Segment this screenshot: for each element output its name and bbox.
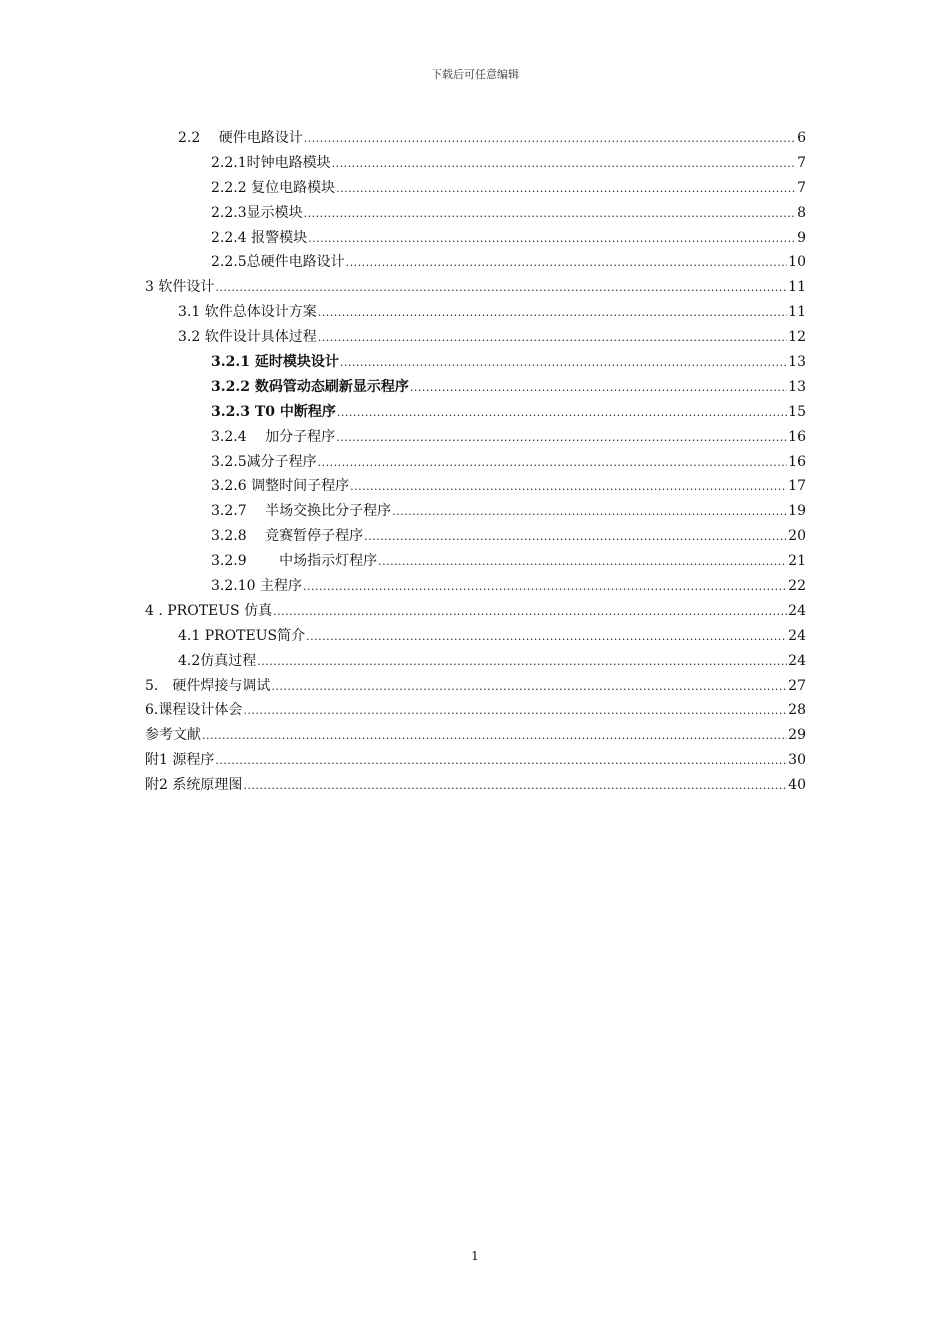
toc-entry[interactable] — [145, 226, 806, 251]
toc-entry-label: 3.2.7 半场交换比分子程序 — [211, 503, 392, 520]
toc-dot-leader — [215, 276, 787, 301]
table-of-contents — [145, 126, 806, 798]
toc-dot-leader — [318, 451, 788, 476]
toc-entry-page: 6 — [797, 130, 806, 146]
toc-entry-label: 3.2.5减分子程序 — [211, 453, 317, 470]
toc-dot-leader — [303, 575, 787, 600]
page-header: 下载后可任意编辑 — [431, 68, 519, 81]
toc-entry-label: 3 软件设计 — [145, 279, 215, 296]
toc-entry-page: 8 — [797, 204, 806, 221]
toc-entry[interactable] — [145, 723, 806, 748]
toc-entry-page: 24 — [788, 602, 806, 619]
toc-entry-page: 16 — [788, 428, 806, 445]
toc-dot-leader — [273, 600, 787, 625]
toc-entry-page: 20 — [788, 528, 806, 545]
toc-entry-label: 2.2.1时钟电路模块 — [211, 154, 331, 171]
toc-entry-label: 3.2 软件设计具体过程 — [178, 329, 317, 346]
toc-entry-page: 11 — [788, 279, 806, 296]
toc-dot-leader — [340, 351, 787, 376]
toc-entry[interactable] — [145, 549, 806, 574]
toc-dot-leader — [215, 749, 787, 774]
toc-entry-label: 4 . PROTEUS 仿真 — [145, 602, 273, 619]
toc-entry-label: 3.2.6 调整时间子程序 — [211, 478, 350, 495]
toc-dot-leader — [304, 202, 796, 227]
toc-entry-label: 附1 源程序 — [145, 752, 215, 769]
toc-dot-leader — [410, 376, 787, 401]
toc-entry-label: 2.2.5总硬件电路设计 — [211, 254, 345, 271]
toc-entry[interactable] — [145, 151, 806, 176]
toc-entry-label: 2.2.2 复位电路模块 — [211, 179, 336, 196]
toc-entry-page: 24 — [788, 627, 806, 644]
toc-dot-leader — [336, 426, 787, 451]
toc-dot-leader — [346, 251, 788, 276]
toc-entry-page: 10 — [788, 254, 806, 271]
toc-entry-label: 3.2.4 加分子程序 — [211, 428, 336, 445]
toc-entry-label: 3.1 软件总体设计方案 — [178, 304, 317, 321]
page-number: 1 — [471, 1249, 479, 1263]
toc-entry[interactable] — [145, 350, 806, 375]
toc-entry-label: 3.2.2 数码管动态刷新显示程序 — [211, 378, 409, 395]
toc-entry-page: 30 — [788, 752, 806, 769]
toc-entry-page: 9 — [797, 229, 806, 246]
toc-entry-page: 27 — [788, 677, 806, 694]
toc-entry-label: 2.2 硬件电路设计 — [178, 130, 303, 146]
toc-entry[interactable] — [145, 499, 806, 524]
toc-entry-label: 6.课程设计体会 — [145, 702, 243, 719]
toc-entry[interactable] — [145, 748, 806, 773]
toc-entry-page: 29 — [788, 727, 806, 744]
toc-entry-page: 12 — [788, 329, 806, 346]
toc-dot-leader — [243, 699, 787, 724]
toc-entry[interactable] — [145, 375, 806, 400]
toc-entry[interactable] — [145, 250, 806, 275]
toc-entry-page: 40 — [788, 777, 806, 794]
toc-dot-leader — [257, 650, 787, 675]
toc-dot-leader — [318, 326, 787, 351]
toc-entry[interactable] — [145, 126, 806, 151]
toc-entry[interactable] — [145, 201, 806, 226]
toc-entry-page: 21 — [788, 553, 806, 570]
toc-entry-page: 15 — [788, 403, 806, 420]
toc-entry-label: 4.2仿真过程 — [178, 652, 257, 669]
toc-entry[interactable] — [145, 524, 806, 549]
toc-entry-page: 17 — [788, 478, 806, 495]
toc-entry-page: 24 — [788, 652, 806, 669]
toc-entry-page: 22 — [788, 578, 806, 595]
toc-entry-label: 附2 系统原理图 — [145, 777, 243, 794]
toc-entry[interactable] — [145, 400, 806, 425]
toc-entry[interactable] — [145, 674, 806, 699]
toc-entry-page: 16 — [788, 453, 806, 470]
toc-dot-leader — [364, 525, 787, 550]
toc-dot-leader — [308, 227, 796, 252]
toc-entry-label: 2.2.4 报警模块 — [211, 229, 308, 246]
toc-entry[interactable] — [145, 574, 806, 599]
toc-dot-leader — [336, 177, 796, 202]
toc-entry-page: 11 — [788, 304, 806, 321]
toc-entry-label: 3.2.1 延时模块设计 — [211, 354, 339, 371]
toc-entry-label: 4.1 PROTEUS简介 — [178, 627, 306, 644]
toc-entry[interactable] — [145, 425, 806, 450]
toc-entry-label: 3.2.8 竞赛暂停子程序 — [211, 528, 364, 545]
toc-entry[interactable] — [145, 176, 806, 201]
toc-entry[interactable] — [145, 474, 806, 499]
toc-entry[interactable] — [145, 325, 806, 350]
toc-dot-leader — [202, 724, 787, 749]
toc-entry[interactable] — [145, 649, 806, 674]
toc-dot-leader — [304, 127, 796, 152]
toc-dot-leader — [392, 500, 787, 525]
toc-entry-page: 19 — [788, 503, 806, 520]
toc-dot-leader — [271, 675, 787, 700]
toc-dot-leader — [378, 550, 787, 575]
toc-entry[interactable] — [145, 599, 806, 624]
toc-entry[interactable] — [145, 450, 806, 475]
toc-entry[interactable] — [145, 773, 806, 798]
toc-dot-leader — [337, 401, 787, 426]
toc-entry-page: 13 — [788, 354, 806, 371]
toc-entry-page: 7 — [797, 179, 806, 196]
toc-entry-page: 13 — [788, 378, 806, 395]
toc-entry-label: 3.2.3 T0 中断程序 — [211, 403, 336, 420]
toc-dot-leader — [318, 301, 787, 326]
toc-entry[interactable] — [145, 698, 806, 723]
toc-entry[interactable] — [145, 275, 806, 300]
toc-entry-label: 2.2.3显示模块 — [211, 204, 303, 221]
toc-entry[interactable] — [145, 300, 806, 325]
toc-entry-label: 3.2.10 主程序 — [211, 578, 302, 595]
toc-entry[interactable] — [145, 624, 806, 649]
toc-dot-leader — [350, 475, 787, 500]
toc-entry-label: 3.2.9 中场指示灯程序 — [211, 553, 378, 570]
toc-dot-leader — [243, 774, 787, 799]
toc-entry-page: 7 — [797, 154, 806, 171]
toc-entry-label: 5. 硬件焊接与调试 — [145, 677, 271, 694]
toc-dot-leader — [332, 152, 796, 177]
toc-entry-label: 参考文献 — [145, 727, 201, 744]
toc-dot-leader — [306, 625, 787, 650]
toc-entry-page: 28 — [788, 702, 806, 719]
